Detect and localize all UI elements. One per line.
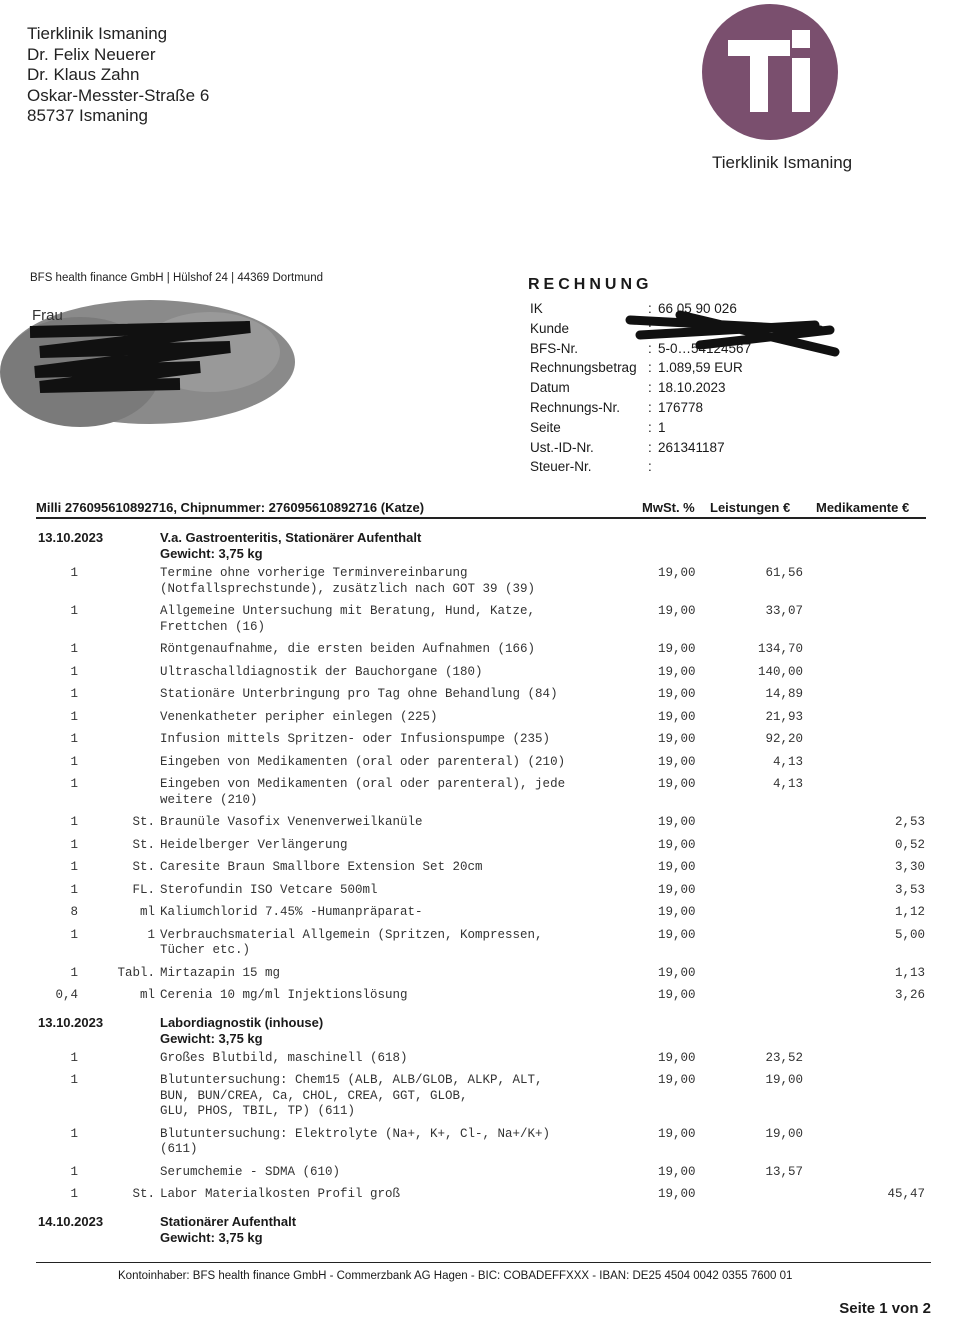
item-description: Venenkatheter peripher einlegen (225)	[160, 709, 438, 724]
item-description: Termine ohne vorherige Terminvereinbarung	[160, 566, 468, 580]
redacted-customer	[620, 300, 850, 370]
item-quantity: 1	[70, 1187, 78, 1201]
item-quantity: 8	[70, 905, 78, 919]
item-vat: 19,00	[658, 905, 696, 919]
meta-label: Steuer-Nr.	[530, 459, 592, 475]
item-description: Serumchemie - SDMA (610)	[160, 1164, 341, 1179]
item-vat: 19,00	[658, 837, 696, 852]
item-description: Röntgenaufnahme, die ersten beiden Aufnahmen (166)	[160, 642, 536, 656]
item-description: Caresite Braun Smallbore Extension Set 20cm	[160, 860, 483, 874]
item-unit: St.	[132, 1187, 155, 1201]
item-quantity: 1	[70, 815, 78, 829]
item-quantity: 1	[70, 1073, 78, 1087]
item-description: Frettchen (16)	[160, 619, 266, 634]
item-quantity: 1	[70, 837, 78, 852]
item-unit: ml	[139, 988, 155, 1002]
header-rule	[36, 517, 926, 519]
section-weight: Gewicht: 3,75 kg	[160, 1229, 263, 1245]
item-quantity: 1	[70, 860, 78, 874]
invoice-title: RECHNUNG	[528, 276, 653, 293]
item-service-amount: 33,07	[765, 604, 803, 618]
item-service-amount: 21,93	[765, 709, 803, 724]
item-description: Sterofundin ISO Vetcare 500ml	[160, 882, 378, 897]
item-vat: 19,00	[658, 604, 696, 618]
meta-colon: :	[648, 419, 652, 435]
item-description: Blutuntersuchung: Chem15 (ALB, ALB/GLOB, ALKP, ALT,	[160, 1073, 543, 1087]
item-vat: 19,00	[658, 1187, 696, 1201]
return-address: BFS health finance GmbH | Hülshof 24 | 44369 Dortmund	[30, 272, 323, 284]
section-title: Stationärer Aufenthalt	[160, 1213, 297, 1229]
meta-colon: :	[648, 360, 652, 376]
item-medication-amount: 3,53	[894, 882, 925, 897]
item-vat: 19,00	[658, 988, 696, 1002]
item-quantity: 1	[70, 927, 78, 942]
recipient-salutation: Frau	[32, 307, 63, 324]
meta-label: IK	[530, 301, 543, 316]
meta-value: 1	[658, 419, 666, 435]
item-vat: 19,00	[658, 815, 696, 829]
item-description: Cerenia 10 mg/ml Injektionslösung	[160, 988, 408, 1002]
item-quantity: 1	[70, 754, 78, 769]
item-service-amount: 134,70	[757, 642, 803, 656]
item-medication-amount: 0,52	[894, 837, 925, 852]
item-medication-amount: 5,00	[894, 927, 925, 942]
meta-colon: :	[648, 380, 652, 396]
item-vat: 19,00	[658, 687, 696, 701]
section-date: 13.10.2023	[38, 1014, 104, 1030]
item-medication-amount: 1,12	[894, 905, 925, 919]
item-description: Heidelberger Verlängerung	[160, 837, 348, 852]
item-description: weitere (210)	[160, 792, 258, 807]
item-vat: 19,00	[658, 860, 696, 874]
item-quantity: 1	[70, 732, 78, 746]
item-quantity: 1	[70, 604, 78, 618]
redacted-recipient	[0, 292, 300, 432]
item-quantity: 1	[70, 1050, 78, 1065]
logo-name: Tierklinik Ismaning	[712, 153, 853, 172]
item-vat: 19,00	[658, 1126, 696, 1141]
item-quantity: 1	[70, 566, 78, 580]
item-description: GLU, PHOS, TBIL, TP) (611)	[160, 1104, 356, 1118]
item-description: BUN, BUN/CREA, Ca, CHOL, CREA, GGT, GLOB,	[160, 1088, 468, 1103]
item-vat: 19,00	[658, 566, 696, 580]
item-unit: St.	[132, 860, 155, 874]
meta-label: Rechnungsbetrag	[530, 360, 637, 376]
item-description: Tücher etc.)	[160, 943, 251, 957]
meta-colon: :	[648, 459, 652, 475]
meta-label: Seite	[530, 419, 561, 435]
item-vat: 19,00	[658, 965, 696, 980]
item-vat: 19,00	[658, 732, 696, 746]
meta-value: 176778	[658, 400, 704, 415]
meta-value: 1.089,59 EUR	[658, 360, 743, 376]
item-medication-amount: 3,30	[894, 860, 925, 874]
item-quantity: 1	[70, 965, 78, 980]
item-service-amount: 92,20	[765, 732, 803, 746]
item-service-amount: 140,00	[757, 664, 803, 679]
clinic-logo	[700, 2, 840, 142]
item-quantity: 1	[70, 642, 78, 656]
item-service-amount: 4,13	[772, 754, 803, 769]
item-quantity: 0,4	[55, 988, 78, 1002]
item-description: Eingeben von Medikamenten (oral oder parenteral) (210)	[160, 754, 566, 769]
item-quantity: 1	[70, 882, 78, 897]
section-date: 14.10.2023	[38, 1213, 104, 1229]
sender-line: Oskar-Messter-Straße 6	[27, 85, 210, 105]
item-description: (Notfallsprechstunde), zusätzlich nach GOT 39 (39)	[160, 581, 536, 596]
item-vat: 19,00	[658, 777, 696, 791]
item-service-amount: 19,00	[765, 1126, 803, 1141]
meta-colon: :	[648, 400, 652, 415]
item-unit: St.	[132, 815, 155, 829]
item-service-amount: 14,89	[765, 687, 803, 701]
meta-colon: :	[648, 340, 652, 356]
item-service-amount: 61,56	[765, 566, 803, 580]
footer-rule	[36, 1262, 931, 1263]
item-quantity: 1	[70, 1164, 78, 1179]
item-description: Großes Blutbild, maschinell (618)	[160, 1050, 408, 1065]
item-vat: 19,00	[658, 1164, 696, 1179]
item-description: Blutuntersuchung: Elektrolyte (Na+, K+, Cl-, Na+/K+)	[160, 1126, 551, 1141]
item-medication-amount: 2,53	[894, 815, 925, 829]
section-weight: Gewicht: 3,75 kg	[160, 546, 263, 561]
meta-colon: :	[648, 320, 652, 336]
item-service-amount: 4,13	[772, 777, 803, 791]
item-vat: 19,00	[658, 754, 696, 769]
meta-colon: :	[648, 439, 652, 455]
page-indicator: Seite 1 von 2	[839, 1300, 931, 1317]
item-description: Eingeben von Medikamenten (oral oder parenteral), jede	[160, 777, 566, 791]
meta-value: 261341187	[658, 439, 725, 455]
sender-line: Dr. Klaus Zahn	[27, 65, 140, 84]
item-vat: 19,00	[658, 927, 696, 942]
meta-value: 5-0…54124567	[658, 340, 752, 356]
sender-line: Dr. Felix Neuerer	[27, 44, 156, 64]
section-title: V.a. Gastroenteritis, Stationärer Aufenthalt	[160, 530, 422, 545]
item-description: Infusion mittels Spritzen- oder Infusionspumpe (235)	[160, 732, 551, 746]
meta-label: Kunde	[530, 320, 570, 336]
item-description: Allgemeine Untersuchung mit Beratung, Hund, Katze,	[160, 604, 536, 618]
item-description: Stationäre Unterbringung pro Tag ohne Behandlung (84)	[160, 687, 558, 701]
item-quantity: 1	[70, 777, 78, 791]
item-description: (611)	[160, 1142, 198, 1156]
mwst-header: MwSt. %	[642, 500, 695, 515]
item-unit: 1	[147, 927, 155, 942]
bank-details: Kontoinhaber: BFS health finance GmbH - Commerzbank AG Hagen - BIC: COBADEFFXXX - IBAN: DE25 4504 0042 0355 7600 01	[118, 1270, 793, 1282]
section-weight: Gewicht: 3,75 kg	[160, 1030, 263, 1046]
section-date: 13.10.2023	[38, 530, 104, 545]
patient-header: Milli 276095610892716, Chipnummer: 276095610892716 (Katze)	[36, 500, 425, 515]
item-vat: 19,00	[658, 664, 696, 679]
item-description: Mirtazapin 15 mg	[160, 965, 281, 980]
item-medication-amount: 1,13	[894, 965, 925, 980]
item-vat: 19,00	[658, 642, 696, 656]
medikamente-header: Medikamente €	[816, 500, 910, 515]
meta-label: Rechnungs-Nr.	[530, 400, 621, 415]
item-quantity: 1	[70, 1126, 78, 1141]
item-service-amount: 23,52	[765, 1050, 803, 1065]
item-description: Ultraschalldiagnostik der Bauchorgane (180)	[160, 664, 483, 679]
item-service-amount: 13,57	[765, 1164, 803, 1179]
item-vat: 19,00	[658, 1073, 696, 1087]
meta-colon: :	[648, 301, 652, 316]
item-description: Braunüle Vasofix Venenverweilkanüle	[160, 815, 423, 829]
meta-label: BFS-Nr.	[530, 340, 579, 356]
item-unit: St.	[132, 837, 155, 852]
item-service-amount: 19,00	[765, 1073, 803, 1087]
item-unit: FL.	[132, 882, 155, 897]
item-quantity: 1	[70, 664, 78, 679]
sender-address	[27, 24, 209, 127]
meta-value: 66 05 90 026	[658, 301, 737, 316]
section-title: Labordiagnostik (inhouse)	[160, 1014, 324, 1030]
item-vat: 19,00	[658, 882, 696, 897]
item-medication-amount: 45,47	[887, 1187, 925, 1201]
item-unit: Tabl.	[117, 965, 155, 980]
meta-label: Datum	[530, 380, 570, 396]
item-description: Verbrauchsmaterial Allgemein (Spritzen, Kompressen,	[160, 927, 543, 942]
meta-label: Ust.-ID-Nr.	[530, 439, 594, 455]
item-description: Labor Materialkosten Profil groß	[160, 1187, 401, 1201]
leistungen-header: Leistungen €	[710, 500, 791, 515]
item-quantity: 1	[70, 687, 78, 701]
item-quantity: 1	[70, 709, 78, 724]
item-medication-amount: 3,26	[894, 988, 925, 1002]
sender-line: Tierklinik Ismaning	[27, 24, 168, 43]
item-vat: 19,00	[658, 1050, 696, 1065]
item-description: Kaliumchlorid 7.45% -Humanpräparat-	[160, 905, 423, 919]
meta-value: 18.10.2023	[658, 380, 726, 396]
item-unit: ml	[139, 905, 155, 919]
item-vat: 19,00	[658, 709, 696, 724]
sender-line: 85737 Ismaning	[27, 106, 148, 125]
